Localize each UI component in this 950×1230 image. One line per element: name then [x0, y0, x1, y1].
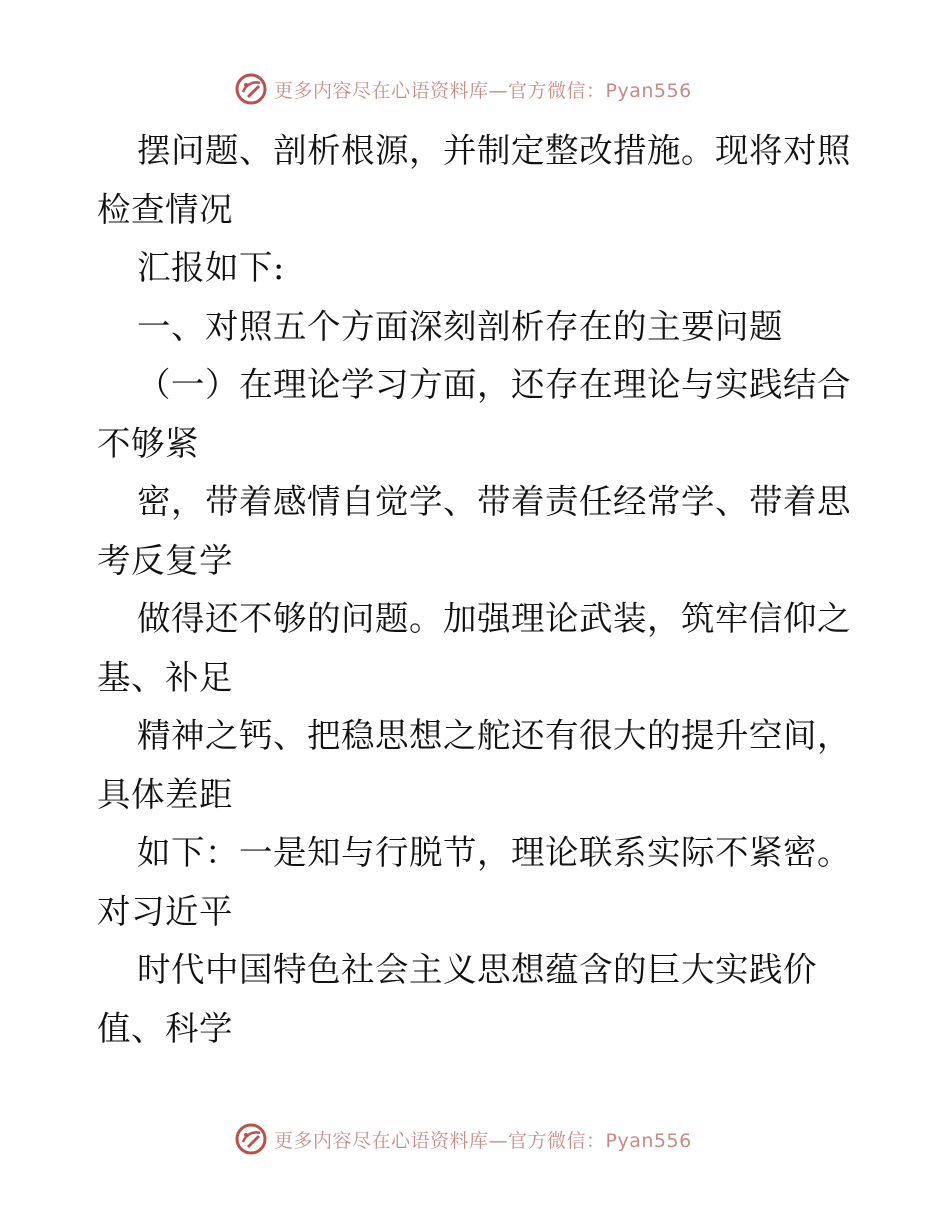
text-line: 不够紧 [97, 423, 199, 463]
text-line: 密，带着感情自觉学、带着责任经常学、带着思 [137, 482, 851, 521]
text-line: 做得还不够的问题。加强理论武装，筑牢信仰之 [137, 599, 851, 638]
section-heading: 一、对照五个方面深刻剖析存在的主要问题 [137, 306, 783, 346]
brand-logo-icon [234, 1122, 268, 1156]
brand-logo-icon [234, 72, 268, 106]
footer-banner-text: 更多内容尽在心语资料库—官方微信：Pyan556 [274, 1129, 692, 1152]
text-line: 具体差距 [97, 774, 233, 814]
text-line: 时代中国特色社会主义思想蕴含的巨大实践价 [137, 950, 817, 989]
footer-banner [234, 1122, 692, 1156]
subsection-heading: （一）在理论学习方面，还存在理论与实践结合 [137, 365, 851, 404]
text-line: 汇报如下: [137, 248, 285, 287]
text-line: 精神之钙、把稳思想之舵还有很大的提升空间， [137, 716, 851, 755]
text-line: 对习近平 [97, 891, 233, 931]
header-banner [234, 72, 692, 106]
text-line: 基、补足 [97, 657, 233, 697]
text-line: 检查情况 [97, 189, 233, 229]
document-body [97, 122, 857, 1058]
text-line: 如下：一是知与行脱节，理论联系实际不紧密。 [137, 833, 851, 872]
text-line: 摆问题、剖析根源，并制定整改措施。现将对照 [137, 131, 851, 170]
text-line: 考反复学 [97, 540, 233, 580]
text-line: 值、科学 [97, 1008, 233, 1048]
header-banner-text: 更多内容尽在心语资料库—官方微信：Pyan556 [274, 79, 692, 102]
